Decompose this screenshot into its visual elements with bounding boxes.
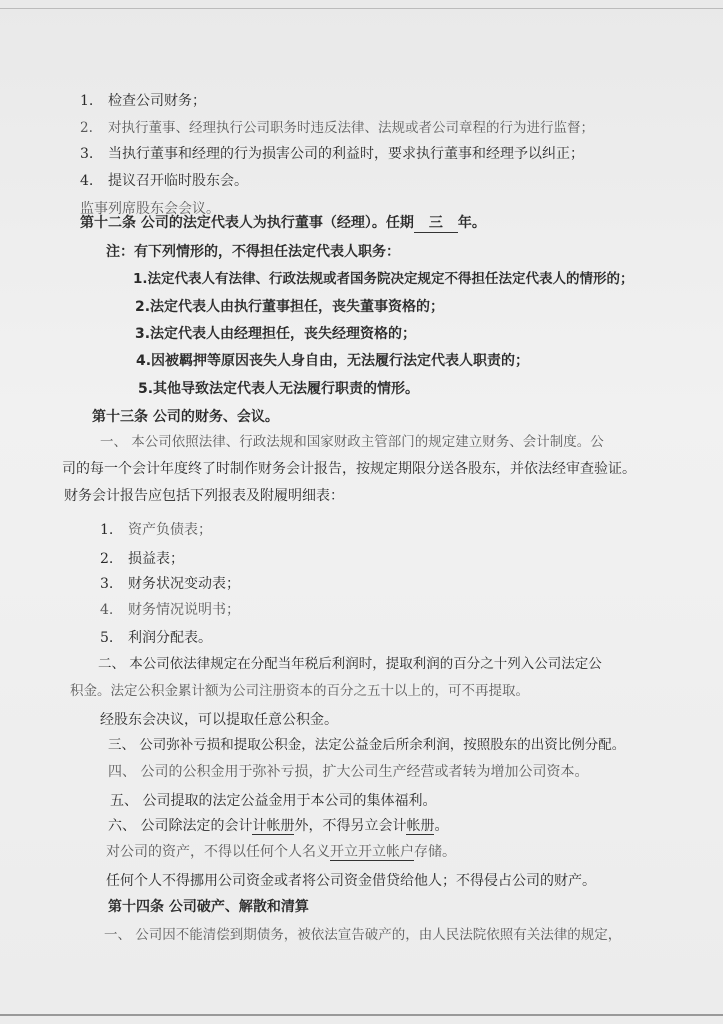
note-item: 2.法定代表人由执行董事担任，丧失董事资格的； xyxy=(135,299,445,315)
paragraph-line: 五、 公司提取的法定公益金用于本公司的集体福利。 xyxy=(110,793,437,809)
paragraph-line: 四、 公司的公积金用于弥补亏损，扩大公司生产经营或者转为增加公司资本。 xyxy=(108,764,589,780)
text-segment: 六、 公司除法定的会计 xyxy=(108,818,253,834)
list-item xyxy=(100,550,184,568)
list-item xyxy=(80,92,206,110)
article-12-text: 第十二条 公司的法定代表人为执行董事（经理）。任期 xyxy=(80,215,414,231)
paragraph-line: 经股东会决议，可以提取任意公积金。 xyxy=(100,712,338,728)
text-segment: 存储。 xyxy=(414,844,456,860)
list-item xyxy=(80,119,594,137)
item-text: 利润分配表。 xyxy=(128,630,212,646)
item-number: 4. xyxy=(100,602,114,618)
item-number: 1. xyxy=(80,93,94,109)
text-segment: 对公司的资产，不得以任何个人名义 xyxy=(106,844,330,860)
item-text: 对执行董事、经理执行公司职务时违反法律、法规或者公司章程的行为进行监督； xyxy=(108,120,594,136)
note-item: 4.因被羁押等原因丧失人身自由，无法履行法定代表人职责的； xyxy=(136,353,530,369)
underlined-text: 计帐册 xyxy=(252,818,295,834)
item-text: 检查公司财务； xyxy=(108,93,206,109)
scan-edge-top xyxy=(0,8,723,9)
list-item xyxy=(80,145,584,163)
item-number: 2. xyxy=(100,551,114,567)
article-13-heading: 第十三条 公司的财务、会议。 xyxy=(92,409,279,425)
list-item xyxy=(100,629,212,647)
list-item xyxy=(80,172,248,190)
paragraph-line: 财务会计报告应包括下列报表及附履明细表： xyxy=(64,488,344,504)
item-text: 财务状况变动表； xyxy=(128,576,240,592)
item-text: 资产负债表； xyxy=(128,522,212,538)
item-number: 4. xyxy=(80,173,94,189)
paragraph-line: 一、 本公司依照法律、行政法规和国家财政主管部门的规定建立财务、会计制度。公 xyxy=(100,434,604,450)
article-14-heading: 第十四条 公司破产、解散和清算 xyxy=(108,899,309,915)
scan-edge-bottom xyxy=(0,1014,723,1016)
note-item: 1.法定代表人有法律、行政法规或者国务院决定规定不得担任法定代表人的情形的； xyxy=(133,271,634,287)
item-number: 2. xyxy=(80,120,93,136)
item-number: 5. xyxy=(100,630,114,646)
note-heading: 注：有下列情形的，不得担任法定代表人职务： xyxy=(106,244,400,260)
item-number: 1. xyxy=(100,522,114,538)
text-segment: 。 xyxy=(434,818,449,834)
item-number: 3. xyxy=(80,146,94,162)
article-12-suffix: 年。 xyxy=(457,215,486,231)
paragraph-line xyxy=(106,843,456,861)
item-number: 3. xyxy=(100,576,114,592)
paragraph-line: 任何个人不得挪用公司资金或者将公司资金借贷给他人；不得侵占公司的财产。 xyxy=(106,873,596,889)
paragraph-line: 积金。法定公积金累计额为公司注册资本的百分之五十以上的，可不再提取。 xyxy=(70,683,529,699)
text-segment: 外，不得另立会计 xyxy=(294,818,407,834)
term-years-blank: 三 xyxy=(414,214,458,233)
paragraph-line: 三、 公司弥补亏损和提取公积金，法定公益金后所余利润，按照股东的出资比例分配。 xyxy=(108,737,626,753)
list-item xyxy=(100,601,240,619)
item-text: 财务情况说明书； xyxy=(128,602,240,618)
paragraph-line: 司的每一个会计年度终了时制作财务会计报告，按规定期限分送各股东，并依法经审查验证。 xyxy=(62,461,636,477)
item-text: 提议召开临时股东会。 xyxy=(108,173,248,189)
note-item: 5.其他导致法定代表人无法履行职责的情形。 xyxy=(138,381,420,397)
underlined-text: 帐册 xyxy=(406,818,435,834)
list-item xyxy=(100,521,212,539)
underlined-text: 开立开立帐户 xyxy=(330,844,414,860)
item-text: 当执行董事和经理的行为损害公司的利益时，要求执行董事和经理予以纠正； xyxy=(108,146,584,162)
paragraph-line xyxy=(108,817,448,835)
paragraph-line: 二、 本公司依法律规定在分配当年税后利润时，提取利润的百分之十列入公司法定公 xyxy=(98,656,602,672)
list-item xyxy=(100,575,240,593)
paragraph-line: 监事列席股东会会议。 xyxy=(80,201,220,217)
item-text: 损益表； xyxy=(128,551,184,567)
note-item: 3.法定代表人由经理担任，丧失经理资格的； xyxy=(135,326,417,342)
article-12-heading xyxy=(80,214,486,233)
paragraph-line: 一、 公司因不能清偿到期债务，被依法宣告破产的，由人民法院依照有关法律的规定， xyxy=(104,927,622,943)
